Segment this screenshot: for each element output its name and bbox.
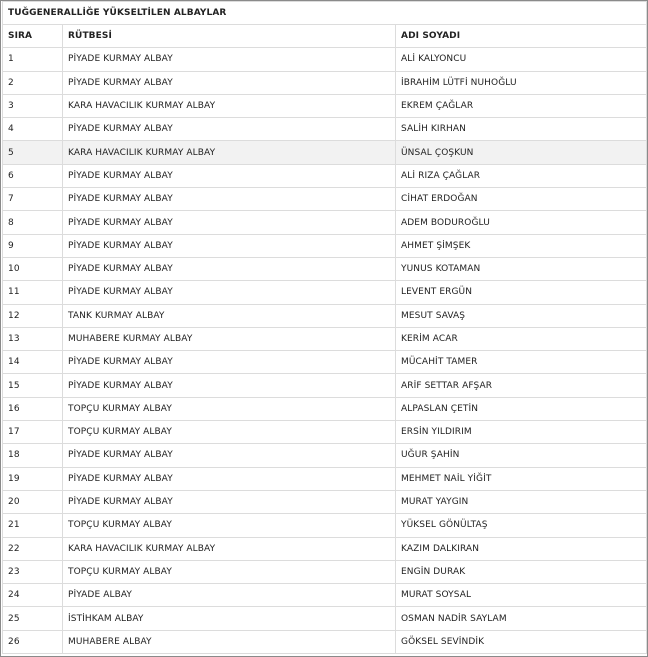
table-row [3,94,647,117]
cell-rutbe: PİYADE KURMAY ALBAY [63,281,396,304]
table-row [3,351,647,374]
table-row [3,164,647,187]
cell-rutbe: KARA HAVACILIK KURMAY ALBAY [63,141,396,164]
cell-adi-soyadi: CİHAT ERDOĞAN [396,188,647,211]
cell-rutbe: PİYADE KURMAY ALBAY [63,71,396,94]
cell-rutbe: MUHABERE KURMAY ALBAY [63,327,396,350]
cell-sira: 22 [3,537,63,560]
cell-adi-soyadi: LEVENT ERGÜN [396,281,647,304]
cell-sira: 9 [3,234,63,257]
cell-adi-soyadi: AHMET ŞİMŞEK [396,234,647,257]
cell-sira: 4 [3,118,63,141]
cell-adi-soyadi: GÖKSEL SEVİNDİK [396,630,647,653]
cell-rutbe: TOPÇU KURMAY ALBAY [63,560,396,583]
cell-rutbe: PİYADE KURMAY ALBAY [63,444,396,467]
table-row [3,607,647,630]
cell-rutbe: PİYADE KURMAY ALBAY [63,211,396,234]
cell-rutbe: PİYADE ALBAY [63,584,396,607]
header-rutbesi: RÜTBESİ [63,25,396,48]
table-row [3,467,647,490]
cell-sira: 8 [3,211,63,234]
cell-adi-soyadi: SALİH KIRHAN [396,118,647,141]
table-row [3,514,647,537]
cell-sira: 18 [3,444,63,467]
cell-sira: 3 [3,94,63,117]
cell-sira: 12 [3,304,63,327]
header-sira: SIRA [3,25,63,48]
cell-adi-soyadi: ENGİN DURAK [396,560,647,583]
cell-adi-soyadi: OSMAN NADİR SAYLAM [396,607,647,630]
table-title: TUĞGENERALLİĞE YÜKSELTİLEN ALBAYLAR [3,2,647,25]
table-row [3,397,647,420]
cell-rutbe: PİYADE KURMAY ALBAY [63,490,396,513]
table-row [3,211,647,234]
table-row [3,630,647,653]
cell-rutbe: TANK KURMAY ALBAY [63,304,396,327]
cell-sira: 2 [3,71,63,94]
table-row [3,490,647,513]
cell-sira: 24 [3,584,63,607]
cell-adi-soyadi: ALİ RIZA ÇAĞLAR [396,164,647,187]
table-row [3,257,647,280]
cell-adi-soyadi: ADEM BODUROĞLU [396,211,647,234]
table-row [3,374,647,397]
table-row [3,188,647,211]
table-row [3,118,647,141]
cell-rutbe: PİYADE KURMAY ALBAY [63,164,396,187]
cell-sira: 6 [3,164,63,187]
cell-rutbe: PİYADE KURMAY ALBAY [63,257,396,280]
cell-rutbe: PİYADE KURMAY ALBAY [63,467,396,490]
cell-adi-soyadi: İBRAHİM LÜTFİ NUHOĞLU [396,71,647,94]
cell-sira: 19 [3,467,63,490]
cell-adi-soyadi: MÜCAHİT TAMER [396,351,647,374]
cell-sira: 14 [3,351,63,374]
cell-sira: 11 [3,281,63,304]
cell-adi-soyadi: EKREM ÇAĞLAR [396,94,647,117]
table-row [3,141,647,164]
table-row [3,48,647,71]
cell-adi-soyadi: KAZIM DALKIRAN [396,537,647,560]
cell-adi-soyadi: MESUT SAVAŞ [396,304,647,327]
table-row [3,584,647,607]
promotion-table [2,1,647,654]
table-row [3,304,647,327]
table-row [3,327,647,350]
cell-adi-soyadi: ERSİN YILDIRIM [396,421,647,444]
cell-rutbe: PİYADE KURMAY ALBAY [63,118,396,141]
cell-sira: 17 [3,421,63,444]
cell-sira: 1 [3,48,63,71]
cell-sira: 10 [3,257,63,280]
cell-adi-soyadi: ALİ KALYONCU [396,48,647,71]
table-row [3,71,647,94]
cell-rutbe: KARA HAVACILIK KURMAY ALBAY [63,94,396,117]
table-row [3,281,647,304]
cell-sira: 26 [3,630,63,653]
cell-sira: 13 [3,327,63,350]
cell-adi-soyadi: MEHMET NAİL YİĞİT [396,467,647,490]
title-row [3,2,647,25]
cell-adi-soyadi: ARİF SETTAR AFŞAR [396,374,647,397]
cell-sira: 21 [3,514,63,537]
cell-rutbe: PİYADE KURMAY ALBAY [63,234,396,257]
cell-adi-soyadi: UĞUR ŞAHİN [396,444,647,467]
cell-rutbe: TOPÇU KURMAY ALBAY [63,514,396,537]
cell-sira: 7 [3,188,63,211]
cell-rutbe: MUHABERE ALBAY [63,630,396,653]
cell-adi-soyadi: YUNUS KOTAMAN [396,257,647,280]
table-row [3,421,647,444]
cell-adi-soyadi: KERİM ACAR [396,327,647,350]
table-row [3,444,647,467]
cell-adi-soyadi: MURAT YAYGIN [396,490,647,513]
cell-rutbe: İSTİHKAM ALBAY [63,607,396,630]
table-row [3,234,647,257]
cell-sira: 16 [3,397,63,420]
cell-sira: 25 [3,607,63,630]
cell-adi-soyadi: ALPASLAN ÇETİN [396,397,647,420]
table-row [3,560,647,583]
table-row [3,537,647,560]
cell-adi-soyadi: YÜKSEL GÖNÜLTAŞ [396,514,647,537]
cell-rutbe: PİYADE KURMAY ALBAY [63,188,396,211]
cell-rutbe: TOPÇU KURMAY ALBAY [63,397,396,420]
cell-rutbe: PİYADE KURMAY ALBAY [63,351,396,374]
cell-rutbe: TOPÇU KURMAY ALBAY [63,421,396,444]
header-adi-soyadi: ADI SOYADI [396,25,647,48]
cell-adi-soyadi: MURAT SOYSAL [396,584,647,607]
cell-sira: 23 [3,560,63,583]
cell-sira: 15 [3,374,63,397]
cell-sira: 20 [3,490,63,513]
cell-rutbe: PİYADE KURMAY ALBAY [63,48,396,71]
cell-sira: 5 [3,141,63,164]
header-row [3,25,647,48]
cell-rutbe: PİYADE KURMAY ALBAY [63,374,396,397]
cell-adi-soyadi: ÜNSAL ÇOŞKUN [396,141,647,164]
cell-rutbe: KARA HAVACILIK KURMAY ALBAY [63,537,396,560]
